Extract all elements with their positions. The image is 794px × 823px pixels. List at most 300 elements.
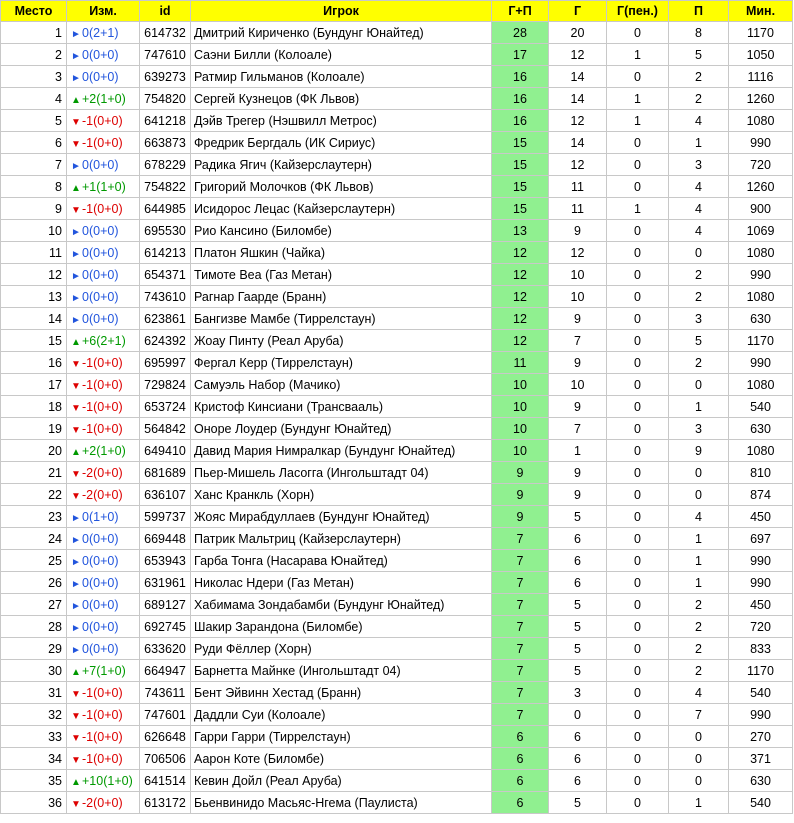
- table-row: [1, 242, 793, 264]
- goals-cell: 5: [549, 594, 607, 616]
- header-change[interactable]: Изм.: [67, 1, 140, 22]
- arrow-right-icon: ►: [71, 226, 81, 238]
- penalty-goals-cell: 0: [607, 594, 669, 616]
- minutes-cell: 450: [729, 506, 793, 528]
- table-row: [1, 528, 793, 550]
- penalty-goals-cell: 0: [607, 484, 669, 506]
- change-value: 0(0+0): [82, 311, 119, 326]
- place-cell: 15: [1, 330, 67, 352]
- minutes-cell: 1080: [729, 110, 793, 132]
- change-value: 0(0+0): [82, 69, 119, 84]
- arrow-down-icon: ▼: [71, 710, 81, 722]
- penalty-goals-cell: 0: [607, 726, 669, 748]
- arrow-down-icon: ▼: [71, 754, 81, 766]
- goals-cell: 12: [549, 44, 607, 66]
- id-cell: 614732: [140, 22, 191, 44]
- arrow-right-icon: ►: [71, 50, 81, 62]
- player-cell: Платон Яшкин (Чайка): [191, 242, 492, 264]
- minutes-cell: 540: [729, 792, 793, 814]
- penalty-goals-cell: 0: [607, 506, 669, 528]
- table-row: [1, 462, 793, 484]
- table-row: [1, 176, 793, 198]
- id-cell: 695530: [140, 220, 191, 242]
- player-cell: Исидорос Лецас (Кайзерслаутерн): [191, 198, 492, 220]
- minutes-cell: 720: [729, 154, 793, 176]
- arrow-right-icon: ►: [71, 270, 81, 282]
- id-cell: 564842: [140, 418, 191, 440]
- id-cell: 747610: [140, 44, 191, 66]
- player-cell: Кевин Дойл (Реал Аруба): [191, 770, 492, 792]
- arrow-right-icon: ►: [71, 292, 81, 304]
- assists-cell: 2: [669, 286, 729, 308]
- id-cell: 624392: [140, 330, 191, 352]
- goals-cell: 5: [549, 792, 607, 814]
- goals-cell: 9: [549, 484, 607, 506]
- goals-assists-cell: 6: [492, 770, 549, 792]
- player-cell: Жоау Пинту (Реал Аруба): [191, 330, 492, 352]
- player-cell: Ратмир Гильманов (Колоале): [191, 66, 492, 88]
- place-cell: 13: [1, 286, 67, 308]
- minutes-cell: 1080: [729, 374, 793, 396]
- arrow-up-icon: ▲: [71, 182, 81, 194]
- minutes-cell: 900: [729, 198, 793, 220]
- arrow-down-icon: ▼: [71, 138, 81, 150]
- change-value: 0(0+0): [82, 575, 119, 590]
- assists-cell: 5: [669, 330, 729, 352]
- place-cell: 11: [1, 242, 67, 264]
- place-cell: 2: [1, 44, 67, 66]
- penalty-goals-cell: 0: [607, 770, 669, 792]
- change-value: +7(1+0): [82, 663, 126, 678]
- penalty-goals-cell: 1: [607, 110, 669, 132]
- change-cell: [67, 396, 140, 418]
- place-cell: 4: [1, 88, 67, 110]
- assists-cell: 1: [669, 572, 729, 594]
- assists-cell: 4: [669, 220, 729, 242]
- minutes-cell: 540: [729, 396, 793, 418]
- minutes-cell: 1080: [729, 440, 793, 462]
- goals-cell: 12: [549, 154, 607, 176]
- arrow-right-icon: ►: [71, 578, 81, 590]
- arrow-right-icon: ►: [71, 248, 81, 260]
- place-cell: 10: [1, 220, 67, 242]
- player-cell: Кристоф Кинсиани (Трансвааль): [191, 396, 492, 418]
- change-value: -1(0+0): [82, 201, 123, 216]
- goals-assists-cell: 7: [492, 572, 549, 594]
- change-cell: [67, 374, 140, 396]
- id-cell: 614213: [140, 242, 191, 264]
- minutes-cell: 1260: [729, 176, 793, 198]
- player-cell: Жояс Мирабдуллаев (Бундунг Юнайтед): [191, 506, 492, 528]
- id-cell: 613172: [140, 792, 191, 814]
- minutes-cell: 990: [729, 352, 793, 374]
- place-cell: 25: [1, 550, 67, 572]
- penalty-goals-cell: 0: [607, 220, 669, 242]
- table-row: [1, 484, 793, 506]
- goals-assists-cell: 12: [492, 330, 549, 352]
- id-cell: 664947: [140, 660, 191, 682]
- change-cell: [67, 198, 140, 220]
- change-cell: [67, 352, 140, 374]
- arrow-right-icon: ►: [71, 160, 81, 172]
- player-cell: Николас Ндери (Газ Метан): [191, 572, 492, 594]
- goals-assists-cell: 12: [492, 286, 549, 308]
- goals-assists-cell: 12: [492, 242, 549, 264]
- minutes-cell: 1170: [729, 22, 793, 44]
- goals-assists-cell: 13: [492, 220, 549, 242]
- change-cell: [67, 792, 140, 814]
- header-minutes[interactable]: Мин.: [729, 1, 793, 22]
- penalty-goals-cell: 0: [607, 682, 669, 704]
- penalty-goals-cell: 0: [607, 418, 669, 440]
- change-cell: [67, 66, 140, 88]
- arrow-up-icon: ▲: [71, 776, 81, 788]
- minutes-cell: 990: [729, 572, 793, 594]
- change-value: -1(0+0): [82, 729, 123, 744]
- assists-cell: 2: [669, 66, 729, 88]
- arrow-right-icon: ►: [71, 556, 81, 568]
- arrow-up-icon: ▲: [71, 336, 81, 348]
- minutes-cell: 540: [729, 682, 793, 704]
- goals-assists-cell: 7: [492, 550, 549, 572]
- goals-assists-cell: 6: [492, 748, 549, 770]
- place-cell: 31: [1, 682, 67, 704]
- place-cell: 23: [1, 506, 67, 528]
- goals-assists-cell: 17: [492, 44, 549, 66]
- table-row: [1, 220, 793, 242]
- arrow-right-icon: ►: [71, 622, 81, 634]
- assists-cell: 2: [669, 638, 729, 660]
- change-cell: [67, 638, 140, 660]
- id-cell: 641514: [140, 770, 191, 792]
- assists-cell: 2: [669, 264, 729, 286]
- penalty-goals-cell: 0: [607, 242, 669, 264]
- player-cell: Ханс Кранкль (Хорн): [191, 484, 492, 506]
- id-cell: 692745: [140, 616, 191, 638]
- change-cell: [67, 528, 140, 550]
- penalty-goals-cell: 1: [607, 198, 669, 220]
- minutes-cell: 833: [729, 638, 793, 660]
- change-value: -1(0+0): [82, 377, 123, 392]
- penalty-goals-cell: 0: [607, 704, 669, 726]
- header-goals-assists[interactable]: Г+П: [492, 1, 549, 22]
- header-player[interactable]: Игрок: [191, 1, 492, 22]
- id-cell: 639273: [140, 66, 191, 88]
- arrow-right-icon: ►: [71, 28, 81, 40]
- change-cell: [67, 726, 140, 748]
- minutes-cell: 371: [729, 748, 793, 770]
- assists-cell: 4: [669, 110, 729, 132]
- id-cell: 633620: [140, 638, 191, 660]
- change-cell: [67, 220, 140, 242]
- assists-cell: 3: [669, 154, 729, 176]
- arrow-down-icon: ▼: [71, 380, 81, 392]
- change-cell: [67, 242, 140, 264]
- place-cell: 14: [1, 308, 67, 330]
- id-cell: 689127: [140, 594, 191, 616]
- goals-cell: 6: [549, 550, 607, 572]
- change-cell: [67, 616, 140, 638]
- id-cell: 706506: [140, 748, 191, 770]
- penalty-goals-cell: 0: [607, 616, 669, 638]
- penalty-goals-cell: 0: [607, 528, 669, 550]
- penalty-goals-cell: 0: [607, 550, 669, 572]
- place-cell: 29: [1, 638, 67, 660]
- id-cell: 743610: [140, 286, 191, 308]
- goals-assists-cell: 7: [492, 682, 549, 704]
- assists-cell: 4: [669, 682, 729, 704]
- goals-assists-cell: 12: [492, 264, 549, 286]
- goals-assists-cell: 16: [492, 88, 549, 110]
- penalty-goals-cell: 0: [607, 792, 669, 814]
- assists-cell: 2: [669, 594, 729, 616]
- id-cell: 626648: [140, 726, 191, 748]
- player-cell: Тимоте Веа (Газ Метан): [191, 264, 492, 286]
- place-cell: 36: [1, 792, 67, 814]
- player-cell: Дэйв Трегер (Нэшвилл Метрос): [191, 110, 492, 132]
- change-value: -2(0+0): [82, 795, 123, 810]
- change-cell: [67, 594, 140, 616]
- goals-assists-cell: 7: [492, 528, 549, 550]
- penalty-goals-cell: 0: [607, 308, 669, 330]
- id-cell: 669448: [140, 528, 191, 550]
- header-place[interactable]: Место: [1, 1, 67, 22]
- arrow-down-icon: ▼: [71, 116, 81, 128]
- player-cell: Дмитрий Кириченко (Бундунг Юнайтед): [191, 22, 492, 44]
- place-cell: 33: [1, 726, 67, 748]
- assists-cell: 4: [669, 176, 729, 198]
- penalty-goals-cell: 0: [607, 132, 669, 154]
- id-cell: 729824: [140, 374, 191, 396]
- minutes-cell: 630: [729, 308, 793, 330]
- change-value: -1(0+0): [82, 707, 123, 722]
- minutes-cell: 1170: [729, 660, 793, 682]
- goals-assists-cell: 9: [492, 506, 549, 528]
- arrow-up-icon: ▲: [71, 94, 81, 106]
- header-penalty-goals[interactable]: Г(пен.): [607, 1, 669, 22]
- assists-cell: 3: [669, 418, 729, 440]
- player-cell: Хабимама Зондабамби (Бундунг Юнайтед): [191, 594, 492, 616]
- table-row: [1, 418, 793, 440]
- table-row: [1, 286, 793, 308]
- minutes-cell: 1260: [729, 88, 793, 110]
- arrow-right-icon: ►: [71, 534, 81, 546]
- arrow-down-icon: ▼: [71, 424, 81, 436]
- goals-cell: 3: [549, 682, 607, 704]
- table-row: [1, 264, 793, 286]
- minutes-cell: 1170: [729, 330, 793, 352]
- id-cell: 653943: [140, 550, 191, 572]
- id-cell: 747601: [140, 704, 191, 726]
- change-value: 0(0+0): [82, 531, 119, 546]
- change-value: -1(0+0): [82, 685, 123, 700]
- place-cell: 1: [1, 22, 67, 44]
- goals-cell: 9: [549, 220, 607, 242]
- goals-cell: 9: [549, 462, 607, 484]
- goals-assists-cell: 16: [492, 110, 549, 132]
- player-cell: Григорий Молочков (ФК Львов): [191, 176, 492, 198]
- place-cell: 7: [1, 154, 67, 176]
- id-cell: 681689: [140, 462, 191, 484]
- change-value: +2(1+0): [82, 91, 126, 106]
- goals-assists-cell: 10: [492, 418, 549, 440]
- id-cell: 623861: [140, 308, 191, 330]
- player-cell: Фредрик Бергдаль (ИК Сириус): [191, 132, 492, 154]
- penalty-goals-cell: 0: [607, 176, 669, 198]
- assists-cell: 0: [669, 374, 729, 396]
- change-cell: [67, 330, 140, 352]
- change-value: +10(1+0): [82, 773, 133, 788]
- change-cell: [67, 484, 140, 506]
- id-cell: 631961: [140, 572, 191, 594]
- player-cell: Сергей Кузнецов (ФК Львов): [191, 88, 492, 110]
- goals-assists-cell: 15: [492, 132, 549, 154]
- assists-cell: 0: [669, 770, 729, 792]
- change-value: +2(1+0): [82, 443, 126, 458]
- goals-assists-cell: 7: [492, 704, 549, 726]
- place-cell: 12: [1, 264, 67, 286]
- place-cell: 17: [1, 374, 67, 396]
- id-cell: 663873: [140, 132, 191, 154]
- player-cell: Шакир Зарандона (Биломбе): [191, 616, 492, 638]
- change-cell: [67, 770, 140, 792]
- table-row: [1, 616, 793, 638]
- goals-cell: 6: [549, 528, 607, 550]
- goals-assists-cell: 15: [492, 154, 549, 176]
- change-value: 0(0+0): [82, 47, 119, 62]
- id-cell: 599737: [140, 506, 191, 528]
- player-cell: Бангизве Мамбе (Тиррелстаун): [191, 308, 492, 330]
- goals-assists-cell: 16: [492, 66, 549, 88]
- player-cell: Пьер-Мишель Ласогга (Ингольштадт 04): [191, 462, 492, 484]
- arrow-down-icon: ▼: [71, 798, 81, 810]
- place-cell: 5: [1, 110, 67, 132]
- assists-cell: 0: [669, 726, 729, 748]
- goals-assists-cell: 7: [492, 660, 549, 682]
- change-cell: [67, 550, 140, 572]
- goals-cell: 9: [549, 308, 607, 330]
- change-cell: [67, 22, 140, 44]
- change-cell: [67, 440, 140, 462]
- goals-assists-cell: 10: [492, 396, 549, 418]
- id-cell: 636107: [140, 484, 191, 506]
- minutes-cell: 720: [729, 616, 793, 638]
- assists-cell: 0: [669, 748, 729, 770]
- id-cell: 743611: [140, 682, 191, 704]
- change-cell: [67, 176, 140, 198]
- assists-cell: 4: [669, 506, 729, 528]
- arrow-down-icon: ▼: [71, 732, 81, 744]
- goals-assists-cell: 6: [492, 792, 549, 814]
- table-row: [1, 748, 793, 770]
- player-cell: Барнетта Майнке (Ингольштадт 04): [191, 660, 492, 682]
- id-cell: 653724: [140, 396, 191, 418]
- goals-cell: 6: [549, 572, 607, 594]
- place-cell: 20: [1, 440, 67, 462]
- place-cell: 18: [1, 396, 67, 418]
- change-cell: [67, 572, 140, 594]
- goals-cell: 5: [549, 506, 607, 528]
- assists-cell: 3: [669, 308, 729, 330]
- change-cell: [67, 660, 140, 682]
- goals-assists-cell: 7: [492, 616, 549, 638]
- header-assists[interactable]: П: [669, 1, 729, 22]
- player-cell: Радика Ягич (Кайзерслаутерн): [191, 154, 492, 176]
- change-value: 0(0+0): [82, 597, 119, 612]
- goals-cell: 5: [549, 638, 607, 660]
- goals-assists-cell: 7: [492, 638, 549, 660]
- change-cell: [67, 110, 140, 132]
- change-cell: [67, 308, 140, 330]
- table-row: [1, 198, 793, 220]
- goals-assists-cell: 6: [492, 726, 549, 748]
- change-cell: [67, 748, 140, 770]
- player-cell: Даддли Суи (Колоале): [191, 704, 492, 726]
- change-cell: [67, 462, 140, 484]
- change-cell: [67, 704, 140, 726]
- arrow-right-icon: ►: [71, 314, 81, 326]
- table-row: [1, 352, 793, 374]
- player-cell: Патрик Мальтриц (Кайзерслаутерн): [191, 528, 492, 550]
- goals-cell: 14: [549, 88, 607, 110]
- change-value: 0(0+0): [82, 641, 119, 656]
- penalty-goals-cell: 0: [607, 286, 669, 308]
- penalty-goals-cell: 0: [607, 264, 669, 286]
- header-goals[interactable]: Г: [549, 1, 607, 22]
- goals-cell: 1: [549, 440, 607, 462]
- arrow-down-icon: ▼: [71, 402, 81, 414]
- goals-assists-cell: 9: [492, 462, 549, 484]
- goals-cell: 10: [549, 286, 607, 308]
- goals-assists-cell: 10: [492, 440, 549, 462]
- assists-cell: 1: [669, 132, 729, 154]
- assists-cell: 5: [669, 44, 729, 66]
- arrow-right-icon: ►: [71, 600, 81, 612]
- assists-cell: 1: [669, 396, 729, 418]
- change-value: -2(0+0): [82, 487, 123, 502]
- table-row: [1, 154, 793, 176]
- change-value: -1(0+0): [82, 135, 123, 150]
- id-cell: 644985: [140, 198, 191, 220]
- minutes-cell: 1116: [729, 66, 793, 88]
- assists-cell: 7: [669, 704, 729, 726]
- change-cell: [67, 286, 140, 308]
- penalty-goals-cell: 0: [607, 22, 669, 44]
- id-cell: 641218: [140, 110, 191, 132]
- table-row: [1, 594, 793, 616]
- assists-cell: 0: [669, 462, 729, 484]
- change-value: 0(0+0): [82, 619, 119, 634]
- change-cell: [67, 154, 140, 176]
- change-value: 0(0+0): [82, 289, 119, 304]
- minutes-cell: 270: [729, 726, 793, 748]
- penalty-goals-cell: 0: [607, 330, 669, 352]
- arrow-down-icon: ▼: [71, 358, 81, 370]
- assists-cell: 2: [669, 352, 729, 374]
- player-cell: Саэни Билли (Колоале): [191, 44, 492, 66]
- table-row: [1, 704, 793, 726]
- goals-cell: 7: [549, 418, 607, 440]
- table-row: [1, 330, 793, 352]
- penalty-goals-cell: 0: [607, 352, 669, 374]
- header-id[interactable]: id: [140, 1, 191, 22]
- change-value: 0(2+1): [82, 25, 119, 40]
- player-cell: Бент Эйвинн Хестад (Бранн): [191, 682, 492, 704]
- player-cell: Гарри Гарри (Тиррелстаун): [191, 726, 492, 748]
- goals-cell: 12: [549, 110, 607, 132]
- assists-cell: 0: [669, 242, 729, 264]
- minutes-cell: 450: [729, 594, 793, 616]
